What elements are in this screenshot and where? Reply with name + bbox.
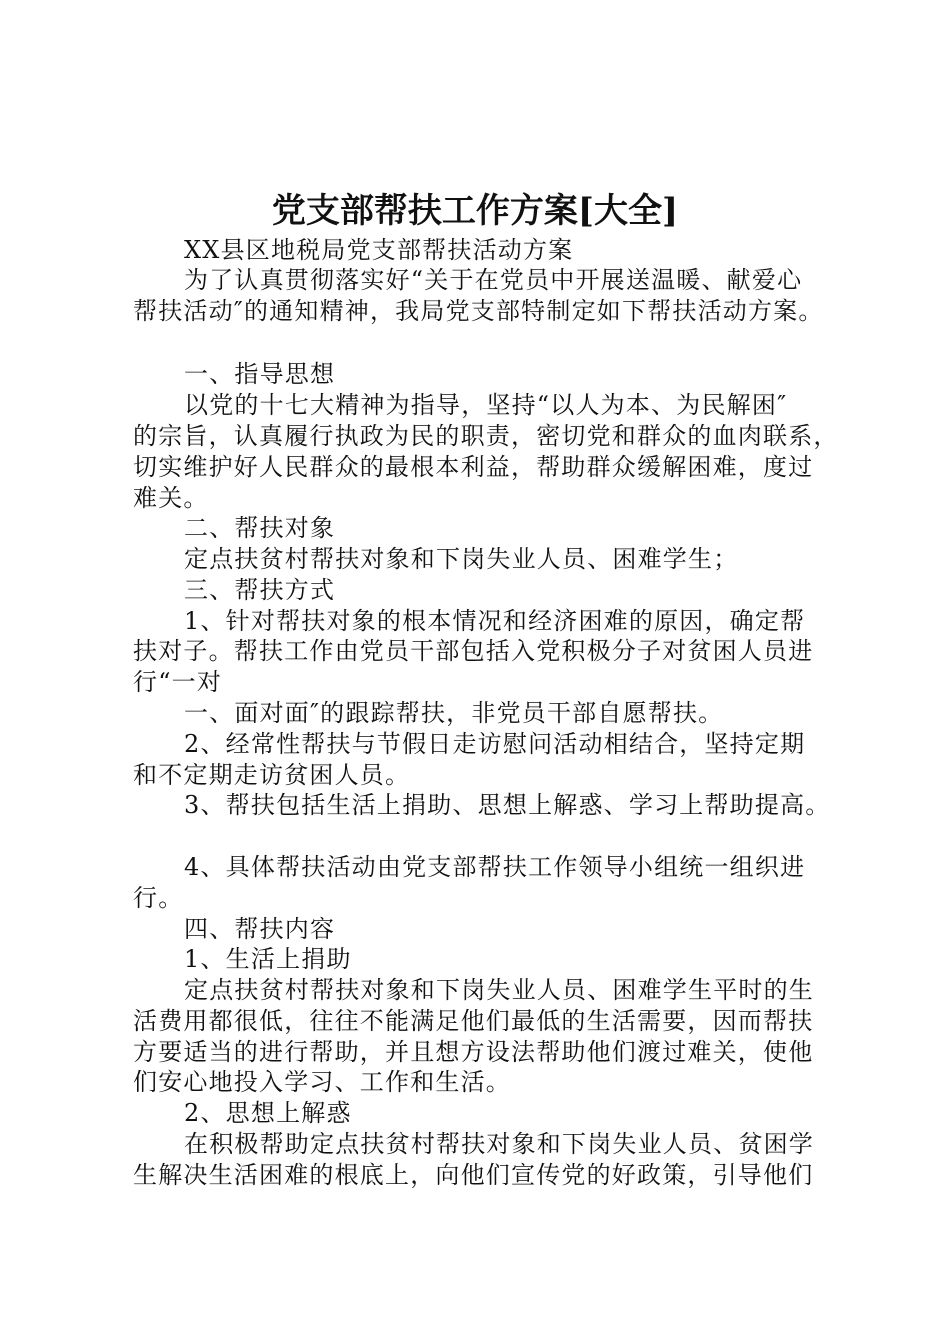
paragraph-line: 一、面对面″的跟踪帮扶，非党员干部自愿帮扶。 [184, 699, 724, 727]
section-heading: 三、帮扶方式 [184, 576, 336, 604]
subsection-heading: 2、思想上解惑 [184, 1099, 352, 1127]
paragraph-line: 为了认真贯彻落实好“关于在党员中开展送温暖、献爱心 [184, 266, 803, 294]
subsection-heading: 1、生活上捐助 [184, 945, 352, 973]
paragraph-line: 3、帮扶包括生活上捐助、思想上解惑、学习上帮助提高。 [184, 791, 831, 819]
section-heading: 二、帮扶对象 [184, 514, 336, 542]
paragraph-line: 1、针对帮扶对象的根本情况和经济困难的原因，确定帮 [184, 607, 806, 635]
paragraph-line: 帮扶活动″的通知精神，我局党支部特制定如下帮扶活动方案。 [133, 297, 824, 325]
paragraph-line: 生解决生活困难的根底上，向他们宣传党的好政策，引导他们 [133, 1161, 814, 1189]
section-heading: 四、帮扶内容 [184, 915, 336, 943]
paragraph-line: 扶对子。帮扶工作由党员干部包括入党积极分子对贫困人员进 [133, 637, 814, 665]
document-title: 党支部帮扶工作方案[大全] [271, 191, 679, 231]
paragraph-line: 们安心地投入学习、工作和生活。 [133, 1068, 511, 1096]
section-heading: 一、指导思想 [184, 360, 336, 388]
paragraph-line: 以党的十七大精神为指导，坚持“以人为本、为民解困″ [184, 391, 788, 419]
paragraph-line: 难关。 [133, 484, 209, 512]
paragraph-line: 行。 [133, 884, 184, 912]
paragraph-line: 和不定期走访贫困人员。 [133, 761, 411, 789]
paragraph-line: 方要适当的进行帮助，并且想方设法帮助他们渡过难关，使他 [133, 1038, 814, 1066]
paragraph-line: 活费用都很低，往往不能满足他们最低的生活需要，因而帮扶 [133, 1007, 814, 1035]
subtitle-line: XX县区地税局党支部帮扶活动方案 [184, 236, 574, 264]
paragraph-line: 定点扶贫村帮扶对象和下岗失业人员、困难学生平时的生 [184, 976, 814, 1004]
paragraph-line: 定点扶贫村帮扶对象和下岗失业人员、困难学生； [184, 545, 739, 573]
paragraph-line: 2、经常性帮扶与节假日走访慰问活动相结合，坚持定期 [184, 730, 806, 758]
paragraph-line: 行“一对 [133, 668, 223, 696]
paragraph-line: 的宗旨，认真履行执政为民的职责，密切党和群众的血肉联系， [133, 422, 839, 450]
paragraph-line: 在积极帮助定点扶贫村帮扶对象和下岗失业人员、贫困学 [184, 1130, 814, 1158]
paragraph-line: 切实维护好人民群众的最根本利益，帮助群众缓解困难，度过 [133, 453, 814, 481]
paragraph-line: 4、具体帮扶活动由党支部帮扶工作领导小组统一组织进 [184, 853, 806, 881]
